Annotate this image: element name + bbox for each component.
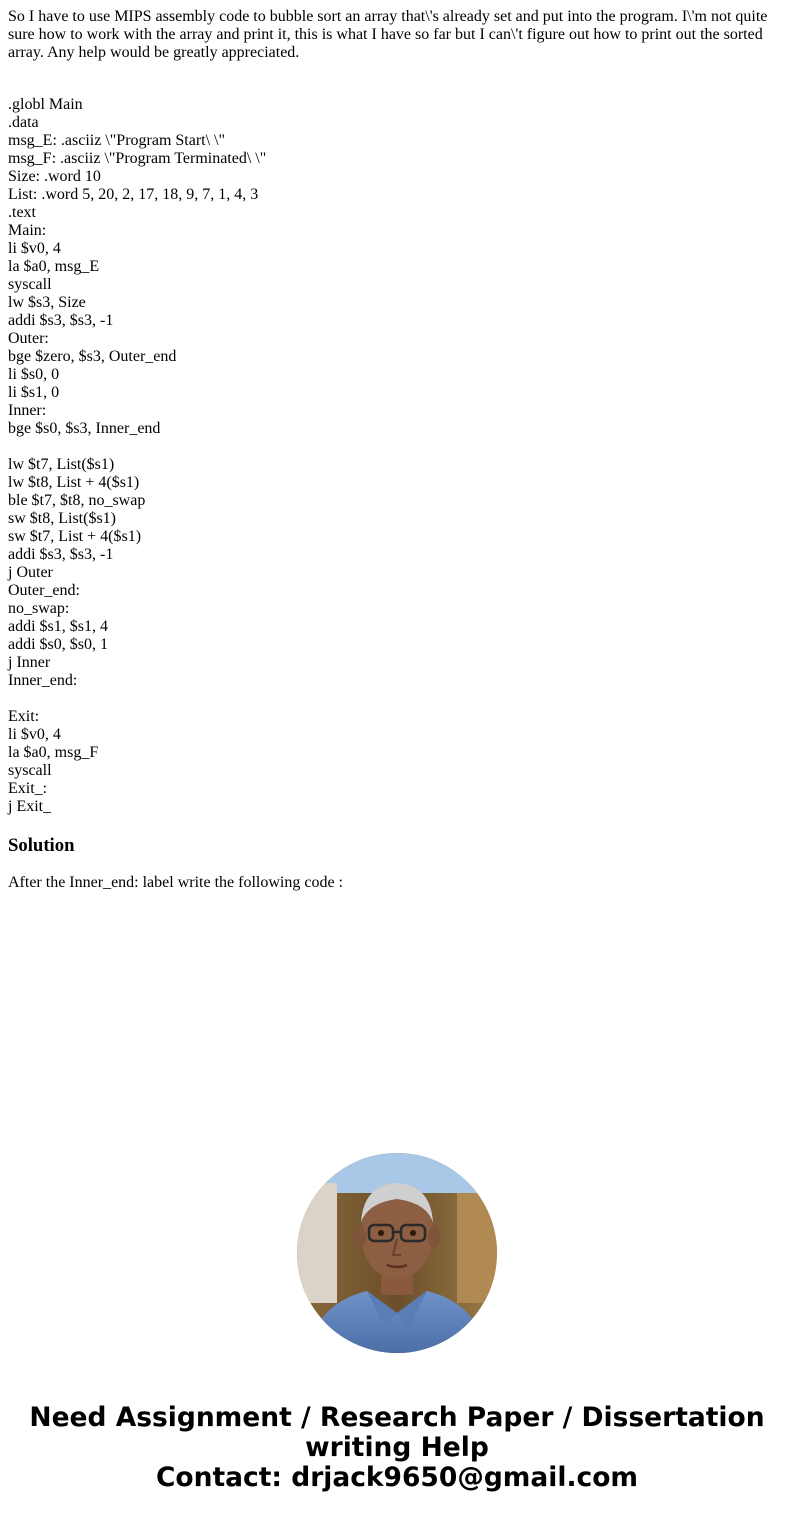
- code-line: j Inner: [8, 654, 51, 671]
- code-line: Exit:: [8, 708, 40, 725]
- code-line: li $v0, 4: [8, 726, 61, 743]
- code-line: [8, 438, 778, 456]
- code-line: sw $t8, List($s1): [8, 510, 116, 527]
- promo-line: Need Assignment / Research Paper / Dissertation: [29, 1402, 765, 1433]
- code-line: Outer_end:: [8, 582, 80, 599]
- avatar: [297, 1153, 497, 1353]
- code-line: List: .word 5, 20, 2, 17, 18, 9, 7, 1, 4, 3: [8, 186, 259, 203]
- code-line: la $a0, msg_E: [8, 258, 100, 275]
- code-line: addi $s3, $s3, -1: [8, 546, 114, 563]
- code-line: addi $s0, $s0, 1: [8, 636, 108, 653]
- code-line: li $s0, 0: [8, 366, 60, 383]
- code-line: Exit_:: [8, 780, 48, 797]
- code-line: j Outer: [8, 564, 53, 581]
- person-photo-icon: [297, 1153, 497, 1353]
- code-line: la $a0, msg_F: [8, 744, 99, 761]
- promo-banner: [0, 1403, 794, 1493]
- code-line: li $s1, 0: [8, 384, 60, 401]
- code-line: msg_F: .asciiz \"Program Terminated\ \": [8, 150, 267, 167]
- promo-contact: Contact: drjack9650@gmail.com: [155, 1462, 639, 1493]
- question-text: So I have to use MIPS assembly code to bubble sort an array that\'s already set and put into the program. I\'m not quite sure how to work with the array and print it, this is what I have so far but I can\'t figure out how to print out the sorted array. Any help would be greatly appreciated.: [8, 8, 768, 61]
- code-line: Outer:: [8, 330, 49, 347]
- code-line: msg_E: .asciiz \"Program Start\ \": [8, 132, 226, 149]
- code-line: .text: [8, 204, 36, 221]
- code-line: lw $t7, List($s1): [8, 456, 115, 473]
- code-line: ble $t7, $t8, no_swap: [8, 492, 146, 509]
- code-line: .globl Main: [8, 96, 83, 113]
- code-block: [8, 96, 778, 816]
- code-line: lw $s3, Size: [8, 294, 86, 311]
- code-line: li $v0, 4: [8, 240, 61, 257]
- code-line: j Exit_: [8, 798, 52, 815]
- code-line: addi $s3, $s3, -1: [8, 312, 114, 329]
- code-line: syscall: [8, 276, 52, 293]
- promo-line: writing Help: [305, 1432, 489, 1463]
- code-line: Inner:: [8, 402, 47, 419]
- solution-heading: Solution: [8, 835, 75, 856]
- code-line: Main:: [8, 222, 47, 239]
- code-line: addi $s1, $s1, 4: [8, 618, 108, 635]
- code-line: [8, 690, 778, 708]
- code-line: syscall: [8, 762, 52, 779]
- code-line: .data: [8, 114, 39, 131]
- code-line: bge $s0, $s3, Inner_end: [8, 420, 161, 437]
- code-line: no_swap:: [8, 600, 70, 617]
- code-line: lw $t8, List + 4($s1): [8, 474, 140, 491]
- code-line: sw $t7, List + 4($s1): [8, 528, 142, 545]
- solution-text: After the Inner_end: label write the following code :: [8, 874, 343, 891]
- code-line: bge $zero, $s3, Outer_end: [8, 348, 177, 365]
- code-line: Size: .word 10: [8, 168, 101, 185]
- code-line: Inner_end:: [8, 672, 78, 689]
